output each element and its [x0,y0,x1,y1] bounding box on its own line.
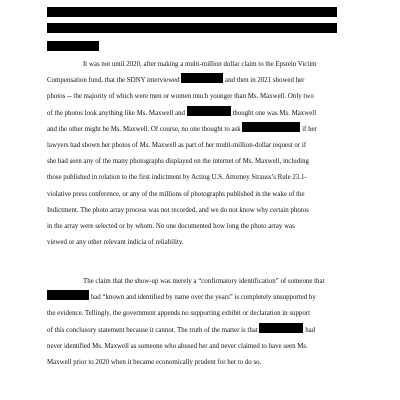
p1-text-2b: and then in 2021 showed her [225,77,305,85]
paragraph-1 [47,57,354,251]
p1-line-10 [47,203,354,219]
p1-text-4b: thought one was Ms. Maxwell [232,109,317,117]
redacted-heading-line-2 [47,23,337,33]
paragraph-2 [47,274,354,371]
p2-text-3: the evidence. Tellingly, the government appends no supporting exhibit or declaration in support [47,310,311,318]
p1-line-6 [47,138,354,154]
redacted-name [187,106,231,116]
p1-text-2a: Compensation fund, that the SDNY interviewed [47,77,180,85]
p2-line-6 [47,355,354,371]
p1-text-5a: and the other might be Ms. Maxwell. Of course, no one thought to ask [47,125,241,133]
p1-text-11: in the array were selected or by whom. No one documented how long the photo array was [47,223,295,231]
p1-text-12: viewed or any other relevant indicia of reliability. [47,239,184,247]
p1-line-4 [47,106,354,122]
p1-text-10: Indictment. The photo array process was not recorded, and we do not know why certain photos [47,206,309,214]
p1-text-3: photos -- the majority of which were men or women much younger than Ms. Maxwell. Only two [47,93,314,101]
redacted-heading-line-3 [47,41,99,51]
p1-line-9 [47,187,354,203]
p2-text-4a: of this conclusory statement because it cannot. The truth of the matter is that [47,326,258,334]
p2-line-4 [47,323,354,339]
redacted-heading-line-1 [47,7,337,17]
p1-line-3 [47,89,354,105]
redacted-name [47,290,89,300]
p1-line-1 [47,57,354,73]
p2-text-4b: had [305,326,316,334]
p1-text-9: violative press conference, or any of the millions of photographs published in the wake of the [47,190,305,198]
p1-line-11 [47,219,354,235]
p2-text-6: Maxwell prior to 2020 when it became economically prudent for her to do so. [47,359,262,367]
p1-text-4a: of the photos look anything like Ms. Maxwell and [47,109,185,117]
p1-line-8 [47,170,354,186]
redacted-name [181,73,223,83]
p1-line-12 [47,235,354,251]
p2-text-2b: had “known and identified by name over the years” is completely unsupported by [90,294,316,302]
p1-text-7: she had seen any of the many photographs displayed on the internet of Ms. Maxwell, including [47,158,309,166]
p2-text-1: The claim that the show-up was merely a “confirmatory identification” of someone that [83,278,325,285]
p1-line-5 [47,122,354,138]
redacted-name [242,122,300,132]
p1-text-6: lawyers had shown her photos of Ms. Maxwell as part of her multi-million-dollar request or if [47,142,307,150]
p2-line-5 [47,339,354,355]
p1-text-1: It was not until 2020, after making a multi-million dollar claim to the Epstein Victim [83,61,317,68]
p2-line-3 [47,306,354,322]
p1-line-2 [47,73,354,89]
p2-text-5: never identified Ms. Maxwell as someone who abused her and never claimed to have seen Ms. [47,342,308,350]
p1-line-7 [47,154,354,170]
p2-line-2 [47,290,354,306]
p1-text-8: those published in relation to the first indictment by Acting U.S. Attorney Strauss’s Rule 23.1- [47,174,307,182]
redacted-name [259,323,303,333]
p1-text-5b: if her [302,125,317,133]
p2-line-1 [47,274,354,290]
